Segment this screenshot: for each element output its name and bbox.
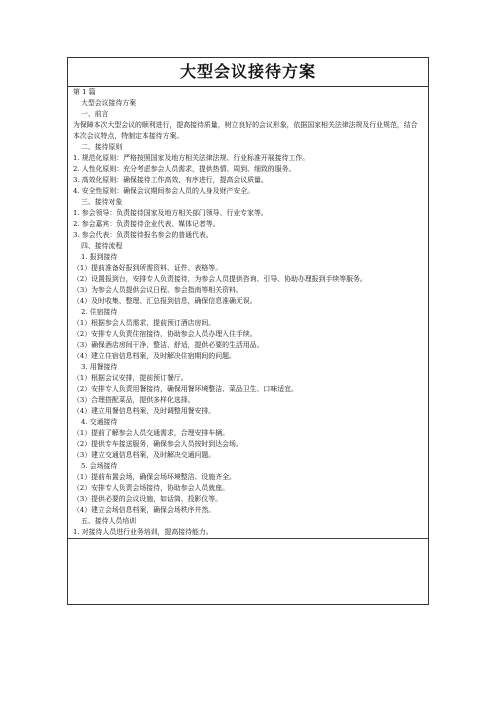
text-line: （4）及时收集、整理、汇总报到信息，确保信息准确无误。 — [73, 297, 257, 305]
text-line: （1）提前了解参会人员交通需求，合理安排车辆。 — [73, 429, 229, 437]
text-line: 5. 会场接待 — [81, 462, 118, 470]
text-line: （1）提前布置会场，确保会场环境整洁、设施齐全。 — [73, 473, 236, 481]
text-line: 1. 参会领导：负责接待国家及地方相关部门领导、行业专家等。 — [73, 209, 268, 217]
text-line: 3. 用餐接待 — [81, 363, 118, 371]
text-line: 四、接待流程 — [81, 242, 123, 250]
text-line: 一、前言 — [81, 110, 109, 118]
text-line: 二、接待原则 — [81, 143, 123, 151]
text-line: （3）建立交通信息档案，及时解决交通问题。 — [73, 451, 216, 459]
text-line: 五、接待人员培训 — [81, 517, 137, 525]
text-line: 2. 人性化原则：充分考虑参会人员需求，提供热情、周到、细致的服务。 — [73, 165, 296, 173]
text-line: （1）提前准备好报到所需资料、证件、表格等。 — [73, 264, 223, 272]
text-line: 3. 高效化原则：确保接待工作高效、有序进行，提高会议质量。 — [73, 176, 268, 184]
document-title: 大型会议接待方案 — [68, 58, 428, 87]
text-line: 1. 对接待人员进行业务培训，提高接待能力。 — [68, 527, 428, 539]
text-line: （2）安排专人负责会场接待，协助参会人员就座。 — [73, 484, 229, 492]
text-line: 3. 参会代表：负责接待报名参会的普通代表。 — [73, 231, 213, 239]
document-page — [67, 57, 429, 605]
text-line: （3）提供必要的会议设施，如话筒、投影仪等。 — [73, 495, 223, 503]
text-line: （2）安排专人负责住宿接待，协助参会人员办理入住手续。 — [73, 330, 257, 338]
text-line: 2. 住宿接待 — [81, 308, 118, 316]
text-line: 1. 规范化原则：严格按照国家及地方相关法律法规、行业标准开展接待工作。 — [73, 154, 310, 162]
text-line: （1）根据会议安排，提前预订餐厅。 — [73, 374, 188, 382]
text-line: 2. 参会嘉宾：负责接待企业代表、媒体记者等。 — [73, 220, 220, 228]
text-line: （3）为参会人员提供会议日程、参会指南等相关资料。 — [73, 286, 243, 294]
text-line: （2）安排专人负责用餐接待，确保用餐环境整洁、菜品卫生、口味适宜。 — [73, 385, 298, 393]
text-line: （4）建立会场信息档案，确保会场秩序井然。 — [73, 506, 216, 514]
text-line: 4. 安全性原则：确保会议期间参会人员的人身及财产安全。 — [73, 187, 255, 195]
text-line: 大型会议接待方案 — [81, 99, 137, 107]
text-line: 4. 交通接待 — [81, 418, 118, 426]
text-line: （3）合理搭配菜品，提供多样化选择。 — [73, 396, 195, 404]
text-line: （2）设置报到台，安排专人负责接待，为参会人员提供咨询、引导、协助办理报到手续等服务。 — [73, 275, 367, 283]
text-line: （1）根据参会人员需求，提前预订酒店房间。 — [73, 319, 216, 327]
text-line: （2）提供专车接送服务，确保参会人员按时到达会场。 — [73, 440, 243, 448]
text-line: 为保障本次大型会议的顺利进行，提高接待质量，树立良好的会议形象，依据国家相关法律法规及行业规范，结合本次会议特点，特制定本接待方案。 — [73, 121, 418, 140]
document-body — [68, 87, 428, 539]
text-line: 三、接待对象 — [81, 198, 123, 206]
text-line: （4）建立用餐信息档案，及时调整用餐安排。 — [73, 407, 216, 415]
text-line: （3）确保酒店房间干净、整洁、舒适，提供必要的生活用品。 — [73, 341, 264, 349]
text-line: 第 1 篇 — [73, 88, 96, 96]
text-line: （4）建立住宿信息档案，及时解决住宿期间的问题。 — [73, 352, 236, 360]
text-line: 1. 报到接待 — [81, 253, 118, 261]
